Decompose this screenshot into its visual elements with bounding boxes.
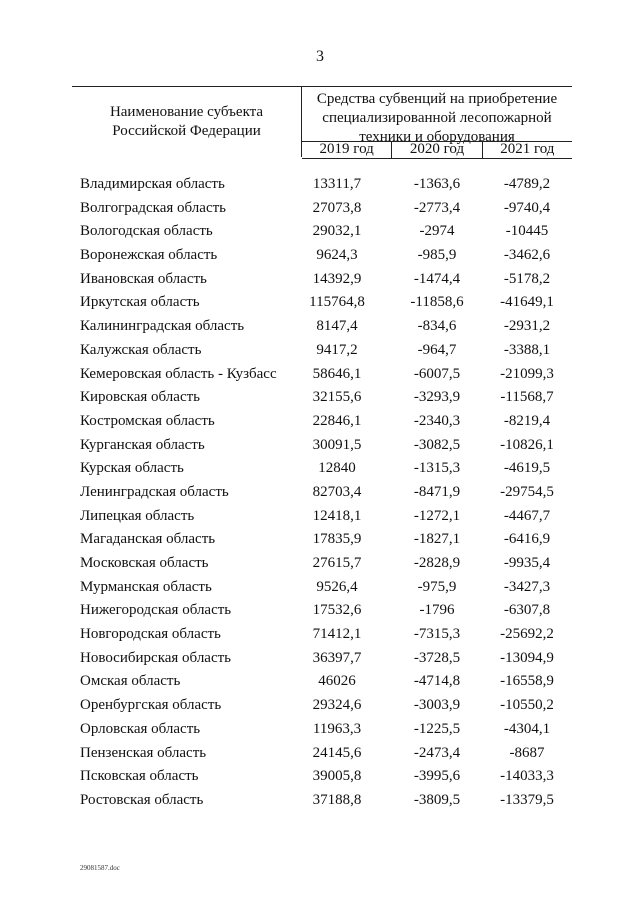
table-row: [0, 457, 640, 481]
value-2019: 17835,9: [312, 531, 362, 548]
value-2021: -16558,9: [500, 673, 554, 690]
value-2020: -1363,6: [413, 176, 461, 192]
value-2020: -2773,4: [413, 199, 461, 216]
value-2019: 37188,8: [312, 791, 362, 808]
value-2020: -975,9: [417, 578, 457, 595]
value-2020: -6007,5: [413, 365, 461, 382]
value-2020: -1272,1: [413, 507, 461, 524]
value-2019: 27615,7: [312, 555, 362, 571]
value-2020: -4714,8: [413, 673, 461, 690]
value-2019: 46026: [318, 673, 356, 690]
value-2021: -6416,9: [503, 531, 551, 548]
document-footer: 29081587.doc: [80, 864, 120, 872]
value-2020: -1827,1: [413, 531, 461, 548]
header-funds-line: специализированной лесопожарной: [322, 110, 552, 126]
value-2019: 8147,4: [316, 318, 358, 335]
region-name: Калужская область: [80, 341, 202, 358]
header-funds-column: [302, 90, 572, 147]
value-2021: -11568,7: [500, 389, 554, 406]
value-2021: -4789,2: [503, 176, 551, 192]
value-2020: -3728,5: [413, 649, 461, 666]
value-2019: 9624,3: [316, 247, 358, 264]
table-body: [0, 173, 640, 813]
table-row: [0, 244, 640, 268]
value-2021: -41649,1: [500, 294, 554, 311]
value-2020: -2974: [419, 223, 455, 240]
value-2019: 9417,2: [316, 341, 358, 358]
table-row: [0, 552, 640, 576]
region-name: Пензенская область: [80, 744, 207, 761]
value-2020: -1796: [419, 602, 455, 619]
value-2021: -4304,1: [503, 720, 551, 737]
table-row: [0, 410, 640, 434]
region-name: Ростовская область: [80, 791, 204, 808]
table-row: [0, 434, 640, 458]
region-name: Магаданская область: [80, 531, 216, 548]
value-2020: -3809,5: [413, 791, 461, 808]
value-2019: 32155,6: [312, 389, 362, 406]
value-2021: -21099,3: [500, 365, 554, 382]
value-2021: -10826,1: [500, 436, 554, 453]
value-2020: -1225,5: [413, 720, 461, 737]
value-2019: 58646,1: [312, 365, 362, 382]
value-2020: -8471,9: [413, 483, 461, 500]
region-name: Московская область: [80, 555, 209, 571]
header-funds-line: Средства субвенций на приобретение: [316, 91, 558, 107]
table-row: [0, 197, 640, 221]
table-top-rule: [72, 86, 572, 87]
value-2021: -29754,5: [500, 483, 554, 500]
value-2020: -964,7: [417, 341, 457, 358]
value-2019: 29324,6: [312, 697, 362, 714]
value-2021: -13094,9: [500, 649, 554, 666]
year-header-row: [302, 141, 572, 159]
region-name: Кемеровская область - Кузбасс: [80, 365, 277, 382]
value-2021: -10445: [505, 223, 549, 240]
value-2019: 12418,1: [312, 507, 362, 524]
value-2020: -1315,3: [413, 460, 461, 477]
value-2019: 14392,9: [312, 270, 362, 287]
table-row: [0, 505, 640, 529]
table-row: [0, 599, 640, 623]
value-2021: -10550,2: [500, 697, 554, 714]
region-name: Волгоградская область: [80, 199, 226, 216]
table-row: [0, 220, 640, 244]
table-row: [0, 339, 640, 363]
region-name: Новосибирская область: [80, 649, 232, 666]
value-2019: 27073,8: [312, 199, 362, 216]
page-number: 3: [316, 48, 324, 65]
value-2019: 11963,3: [312, 720, 362, 737]
header-funds-line: техники и оборудования: [359, 129, 515, 145]
value-2021: -2931,2: [503, 318, 551, 335]
region-name: Псковская область: [80, 768, 199, 785]
table-row: [0, 765, 640, 789]
value-2020: -985,9: [417, 247, 457, 264]
value-2019: 39005,8: [312, 768, 362, 785]
value-2020: -834,6: [417, 318, 457, 335]
value-2019: 22846,1: [312, 412, 362, 429]
value-2021: -5178,2: [503, 270, 551, 287]
table-row: [0, 718, 640, 742]
table-row: [0, 694, 640, 718]
table-row: [0, 291, 640, 315]
table-row: [0, 268, 640, 292]
region-name: Ленинградская область: [80, 483, 229, 500]
value-2019: 30091,5: [312, 436, 362, 453]
value-2019: 82703,4: [312, 483, 362, 500]
table-row: [0, 647, 640, 671]
year-2020-header: 2020 год: [391, 142, 481, 158]
value-2021: -13379,5: [500, 791, 554, 808]
value-2021: -9740,4: [503, 199, 551, 216]
region-name: Омская область: [80, 673, 181, 690]
value-2019: 13311,7: [312, 176, 362, 192]
value-2020: -2828,9: [413, 555, 461, 571]
value-2019: 36397,7: [312, 649, 362, 666]
value-2019: 24145,6: [312, 744, 362, 761]
region-name: Ивановская область: [80, 270, 207, 287]
value-2021: -9935,4: [503, 555, 551, 571]
table-row: [0, 670, 640, 694]
region-name: Кировская область: [80, 389, 201, 406]
value-2020: -3995,6: [413, 768, 461, 785]
value-2019: 71412,1: [312, 626, 362, 643]
value-2020: -11858,6: [410, 294, 464, 311]
table-row: [0, 623, 640, 647]
region-name: Воронежская область: [80, 247, 218, 264]
value-2021: -4619,5: [503, 460, 551, 477]
value-2019: 12840: [318, 460, 356, 477]
value-2020: -2473,4: [413, 744, 461, 761]
value-2021: -14033,3: [500, 768, 554, 785]
value-2020: -1474,4: [413, 270, 461, 287]
value-2019: 9526,4: [316, 578, 358, 595]
region-name: Курганская область: [80, 436, 205, 453]
table-row: [0, 173, 640, 197]
value-2020: -3082,5: [413, 436, 461, 453]
table-row: [0, 386, 640, 410]
region-name: Вологодская область: [80, 223, 213, 240]
region-name: Нижегородская область: [80, 602, 232, 619]
table-row: [0, 576, 640, 600]
value-2021: -8219,4: [503, 412, 551, 429]
header-subject-line: Российской Федерации: [112, 123, 261, 139]
value-2020: -3003,9: [413, 697, 461, 714]
region-name: Курская область: [80, 460, 184, 477]
region-name: Калининградская область: [80, 318, 245, 335]
table-row: [0, 315, 640, 339]
value-2020: -2340,3: [413, 412, 461, 429]
header-subject-line: Наименование субъекта: [109, 104, 264, 120]
region-name: Орловская область: [80, 720, 201, 737]
header-subject-column: [72, 103, 301, 141]
value-2021: -3462,6: [503, 247, 551, 264]
region-name: Мурманская область: [80, 578, 212, 595]
value-2021: -6307,8: [503, 602, 551, 619]
region-name: Новгородская область: [80, 626, 221, 643]
year-2021-header: 2021 год: [482, 142, 572, 158]
table-row: [0, 528, 640, 552]
value-2020: -7315,3: [413, 626, 461, 643]
table-row: [0, 363, 640, 387]
value-2019: 115764,8: [309, 294, 365, 311]
value-2019: 29032,1: [312, 223, 362, 240]
value-2020: -3293,9: [413, 389, 461, 406]
region-name: Иркутская область: [80, 294, 200, 311]
value-2021: -3427,3: [503, 578, 551, 595]
value-2021: -3388,1: [503, 341, 551, 358]
region-name: Оренбургская область: [80, 697, 222, 714]
region-name: Липецкая область: [80, 507, 195, 524]
value-2021: -25692,2: [500, 626, 554, 643]
table-row: [0, 742, 640, 766]
region-name: Владимирская область: [80, 176, 225, 192]
region-name: Костромская область: [80, 412, 215, 429]
table-row: [0, 481, 640, 505]
value-2021: -4467,7: [503, 507, 551, 524]
table-row: [0, 789, 640, 813]
value-2021: -8687: [509, 744, 545, 761]
year-2019-header: 2019 год: [319, 141, 374, 157]
value-2019: 17532,6: [312, 602, 362, 619]
